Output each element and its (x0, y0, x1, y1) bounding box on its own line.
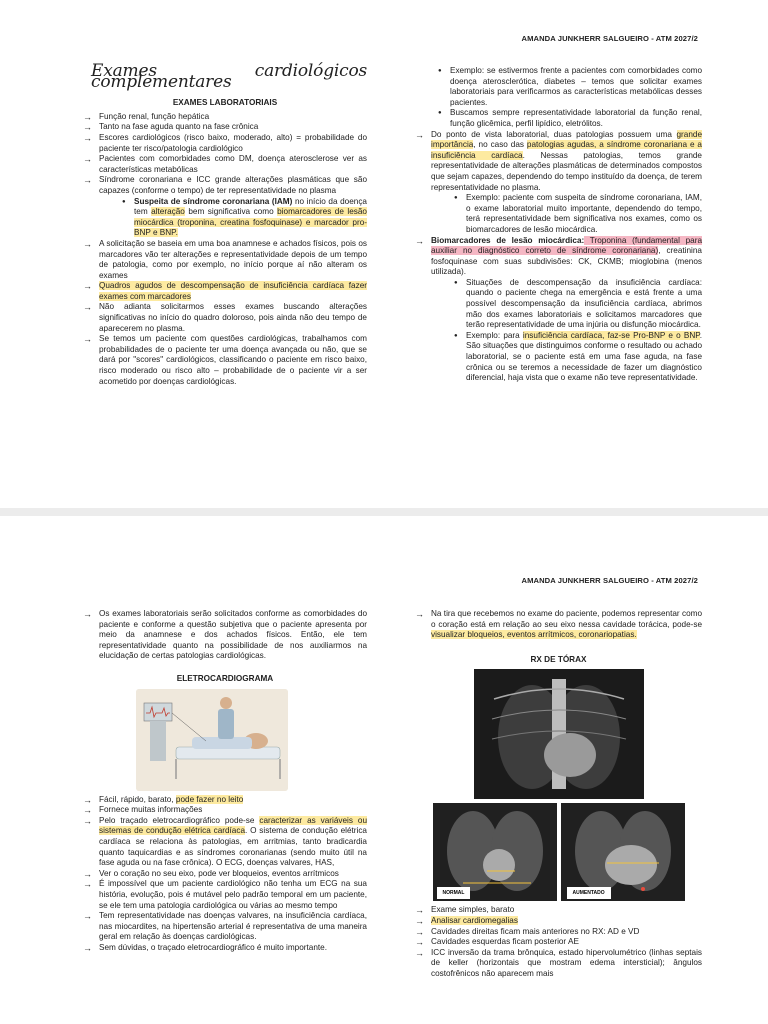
lab-list (83, 112, 367, 197)
sub-list (451, 278, 702, 384)
rx-list (415, 905, 702, 979)
list-item: → Cavidades direitas ficam mais anteriores no RX: AD e VD (415, 927, 702, 938)
section-heading-ecg: ELETROCARDIOGRAMA (176, 673, 274, 683)
left-column (83, 61, 367, 387)
page-header: AMANDA JUNKHERR SALGUEIRO - ATM 2027/2 (521, 576, 698, 585)
list-item: → Os exames laboratoriais serão solicitados conforme as comorbidades do paciente e conforme a questão subjetiva que o paciente apresenta por meio da anamnese e dos achados físicos. Então, ele tem representatividade quanto na possibilidade de nos auxiliarmos na elucidação de certas patologias cardiológicas. (83, 609, 367, 662)
list-item: ● Buscamos sempre representatividade laboratorial da função renal, função glicêmica, perfil lipídico, eletrólitos. (435, 108, 702, 129)
xray-aumentado (561, 803, 685, 901)
page-2 (0, 516, 768, 1024)
list-item: → Do ponto de vista laboratorial, duas patologias possuem uma grande importância, no caso das patologias agudas, a síndrome coronariana e a insuficiência cardíaca. Nessas patologias, temos grande representatividade de alterações plasmáticas de determinados compostos que sejam capazes, dependendo do tempo instituído da doença, de terem representatividade no plasma. (415, 130, 702, 194)
sub-list (435, 66, 702, 130)
list-item: ● Situações de descompensação da insuficiência cardíaca: quando o paciente chega na emergência e está frente a uma possível descompensação da insuficiência cardíaca, abrimos mão dos exames laboratoriais e solicitamos marcadores que terão representatividade de uma injúria ou disfunção miocárdica. (451, 278, 702, 331)
chest-xray-image (474, 669, 644, 799)
right-list (415, 609, 702, 641)
list-item: → Pelo traçado eletrocardiográfico pode-se caracterizar as variáveis ou sistemas de condução elétrica cardíaca. O sistema de condução elétrica cardíaca se relaciona às patologias, em arritmias, tanto bradicardia quanto taquicardias e as síndromes coronarianas (sendo muito útil na fase aguda ou na fase crônica). O ECG, doenças valvares, HAS, (83, 816, 367, 869)
ecg-patient-drawing (136, 689, 288, 791)
chest-xray-drawing (474, 669, 644, 799)
label-aumentado: AUMENTADO (567, 887, 611, 900)
lab-list-2 (83, 239, 367, 387)
right-list (415, 130, 702, 194)
list-item: ● Exemplo: para insuficiência cardíaca, faz-se Pro-BNP e o BNP. São situações que distinguimos conforme o resultado ou achado laboratorial, se o paciente está em uma fase aguda, na fase crônica ou se teremos a necessidade de fazer um diagnóstico diferencial, haja vista que o exame não teve representatividade. (451, 331, 702, 384)
list-item: → Fornece muitas informações (83, 805, 367, 816)
list-item: → ICC inversão da trama brônquica, estado hipervolumétrico (linhas septais de keller (horizontais que mostram edema intersticial); ângulos costofrênicos não aparecem mais (415, 948, 702, 980)
list-item: → Cavidades esquerdas ficam posterior AE (415, 937, 702, 948)
list-item-iam: ● Suspeita de síndrome coronariana (IAM) no início da doença tem alteração bem significativa como biomarcadores de lesão miocárdica (troponina, creatina fosfoquinase) e marcador pro-BNP e BNP. (119, 197, 367, 239)
list-item: → Função renal, função hepática (83, 112, 367, 123)
sub-list (451, 193, 702, 235)
list-item: → Não adianta solicitarmos esses exames buscando alterações significativas no início do quadro doloroso, pois ainda não deu tempo de aparecerem no plasma. (83, 302, 367, 334)
list-item: → Fácil, rápido, barato, pode fazer no leito (83, 795, 367, 806)
list-item: → Analisar cardiomegalias (415, 916, 702, 927)
list-item: → Tanto na fase aguda quanto na fase crônica (83, 122, 367, 133)
list-item: → Síndrome coronariana e ICC grande alterações plasmáticas que são capazes (conforme o tempo) de ter representatividade no plasma (83, 175, 367, 196)
xray-normal (433, 803, 557, 901)
page-header: AMANDA JUNKHERR SALGUEIRO - ATM 2027/2 (521, 34, 698, 43)
left-column (83, 609, 367, 953)
list-item: ● Exemplo: paciente com suspeita de síndrome coronariana, IAM, o exame laboratorial muito importante, dependendo do tempo, terá representatividade bem significativa nos exames, como os biomarcadores de lesão miocárdica. (451, 193, 702, 235)
page-separator (0, 508, 768, 516)
list-item: → Tem representatividade nas doenças valvares, na insuficiência cardíaca, nas miocardites, na hipertensão arterial é representativa de uma maneira geral em relação às doenças cardiológicas. (83, 911, 367, 943)
intro-list (83, 609, 367, 662)
list-item: → Sem dúvidas, o traçado eletrocardiográfico é muito importante. (83, 943, 367, 954)
list-item: → A solicitação se baseia em uma boa anamnese e achados físicos, pois os marcadores vão ter alterações e representatividade depois de um tempo de patologia, como por exemplo, no início porque aí não alteram os exames (83, 239, 367, 281)
list-item: → Na tira que recebemos no exame do paciente, podemos representar como o coração está em relação ao seu eixo nessa cavidade torácica, pode-se visualizar bloqueios, eventos arrítmicos, coronariopatias. (415, 609, 702, 641)
label-normal: NORMAL (437, 887, 471, 900)
xray-comparison (415, 803, 702, 901)
sub-list (119, 197, 367, 239)
list-item-biomarkers: → Biomarcadores de lesão miocárdica: Troponina (fundamental para auxiliar no diagnóstico correto de síndrome coronariana), creatinina fosfoquinase com suas subdivisões: CK, CKMB; mioglobina (menos utilizada). (415, 236, 702, 278)
section-heading-lab: EXAMES LABORATORIAIS (172, 98, 278, 108)
right-column (415, 66, 702, 384)
ecg-list (83, 795, 367, 954)
list-item: → Exame simples, barato (415, 905, 702, 916)
ecg-illustration (136, 689, 288, 791)
right-list-2 (415, 236, 702, 278)
list-item: → Se temos um paciente com questões cardiológicas, trabalhamos com probabilidades de o paciente ter uma doença avançada ou não, que se dará por "scores" cardiológicos, classificando o paciente em risco baixo, risco moderado ou risco alto – probabilidade de o paciente vir a ser acometido por doenças cardiológicas. (83, 334, 367, 387)
page-title: Exames cardiológicos complementares (91, 61, 367, 92)
list-item: → Quadros agudos de descompensação de insuficiência cardíaca fazer exames com marcadores (83, 281, 367, 302)
list-item: → Ver o coração no seu eixo, pode ver bloqueios, eventos arrítmicos (83, 869, 367, 880)
section-heading-rx: RX DE TÓRAX (530, 654, 587, 664)
list-item: → Pacientes com comorbidades como DM, doença aterosclerose ver as características metabólicas (83, 154, 367, 175)
list-item: → É impossível que um paciente cardiológico não tenha um ECG na sua história, evolução, pois é mutável pelo padrão temporal em um paciente, se ele tem uma patologia cardiológica ou várias ao mesmo tempo (83, 879, 367, 911)
list-item: ● Exemplo: se estivermos frente a pacientes com comorbidades como doença aterosclerótica, diabetes – temos que solicitar exames laboratoriais para verificarmos as características metabólicas desses pacientes. (435, 66, 702, 108)
right-column (415, 609, 702, 980)
page-1 (0, 0, 768, 508)
list-item: → Escores cardiológicos (risco baixo, moderado, alto) = probabilidade do paciente ter risco/patologia cardiológico (83, 133, 367, 154)
